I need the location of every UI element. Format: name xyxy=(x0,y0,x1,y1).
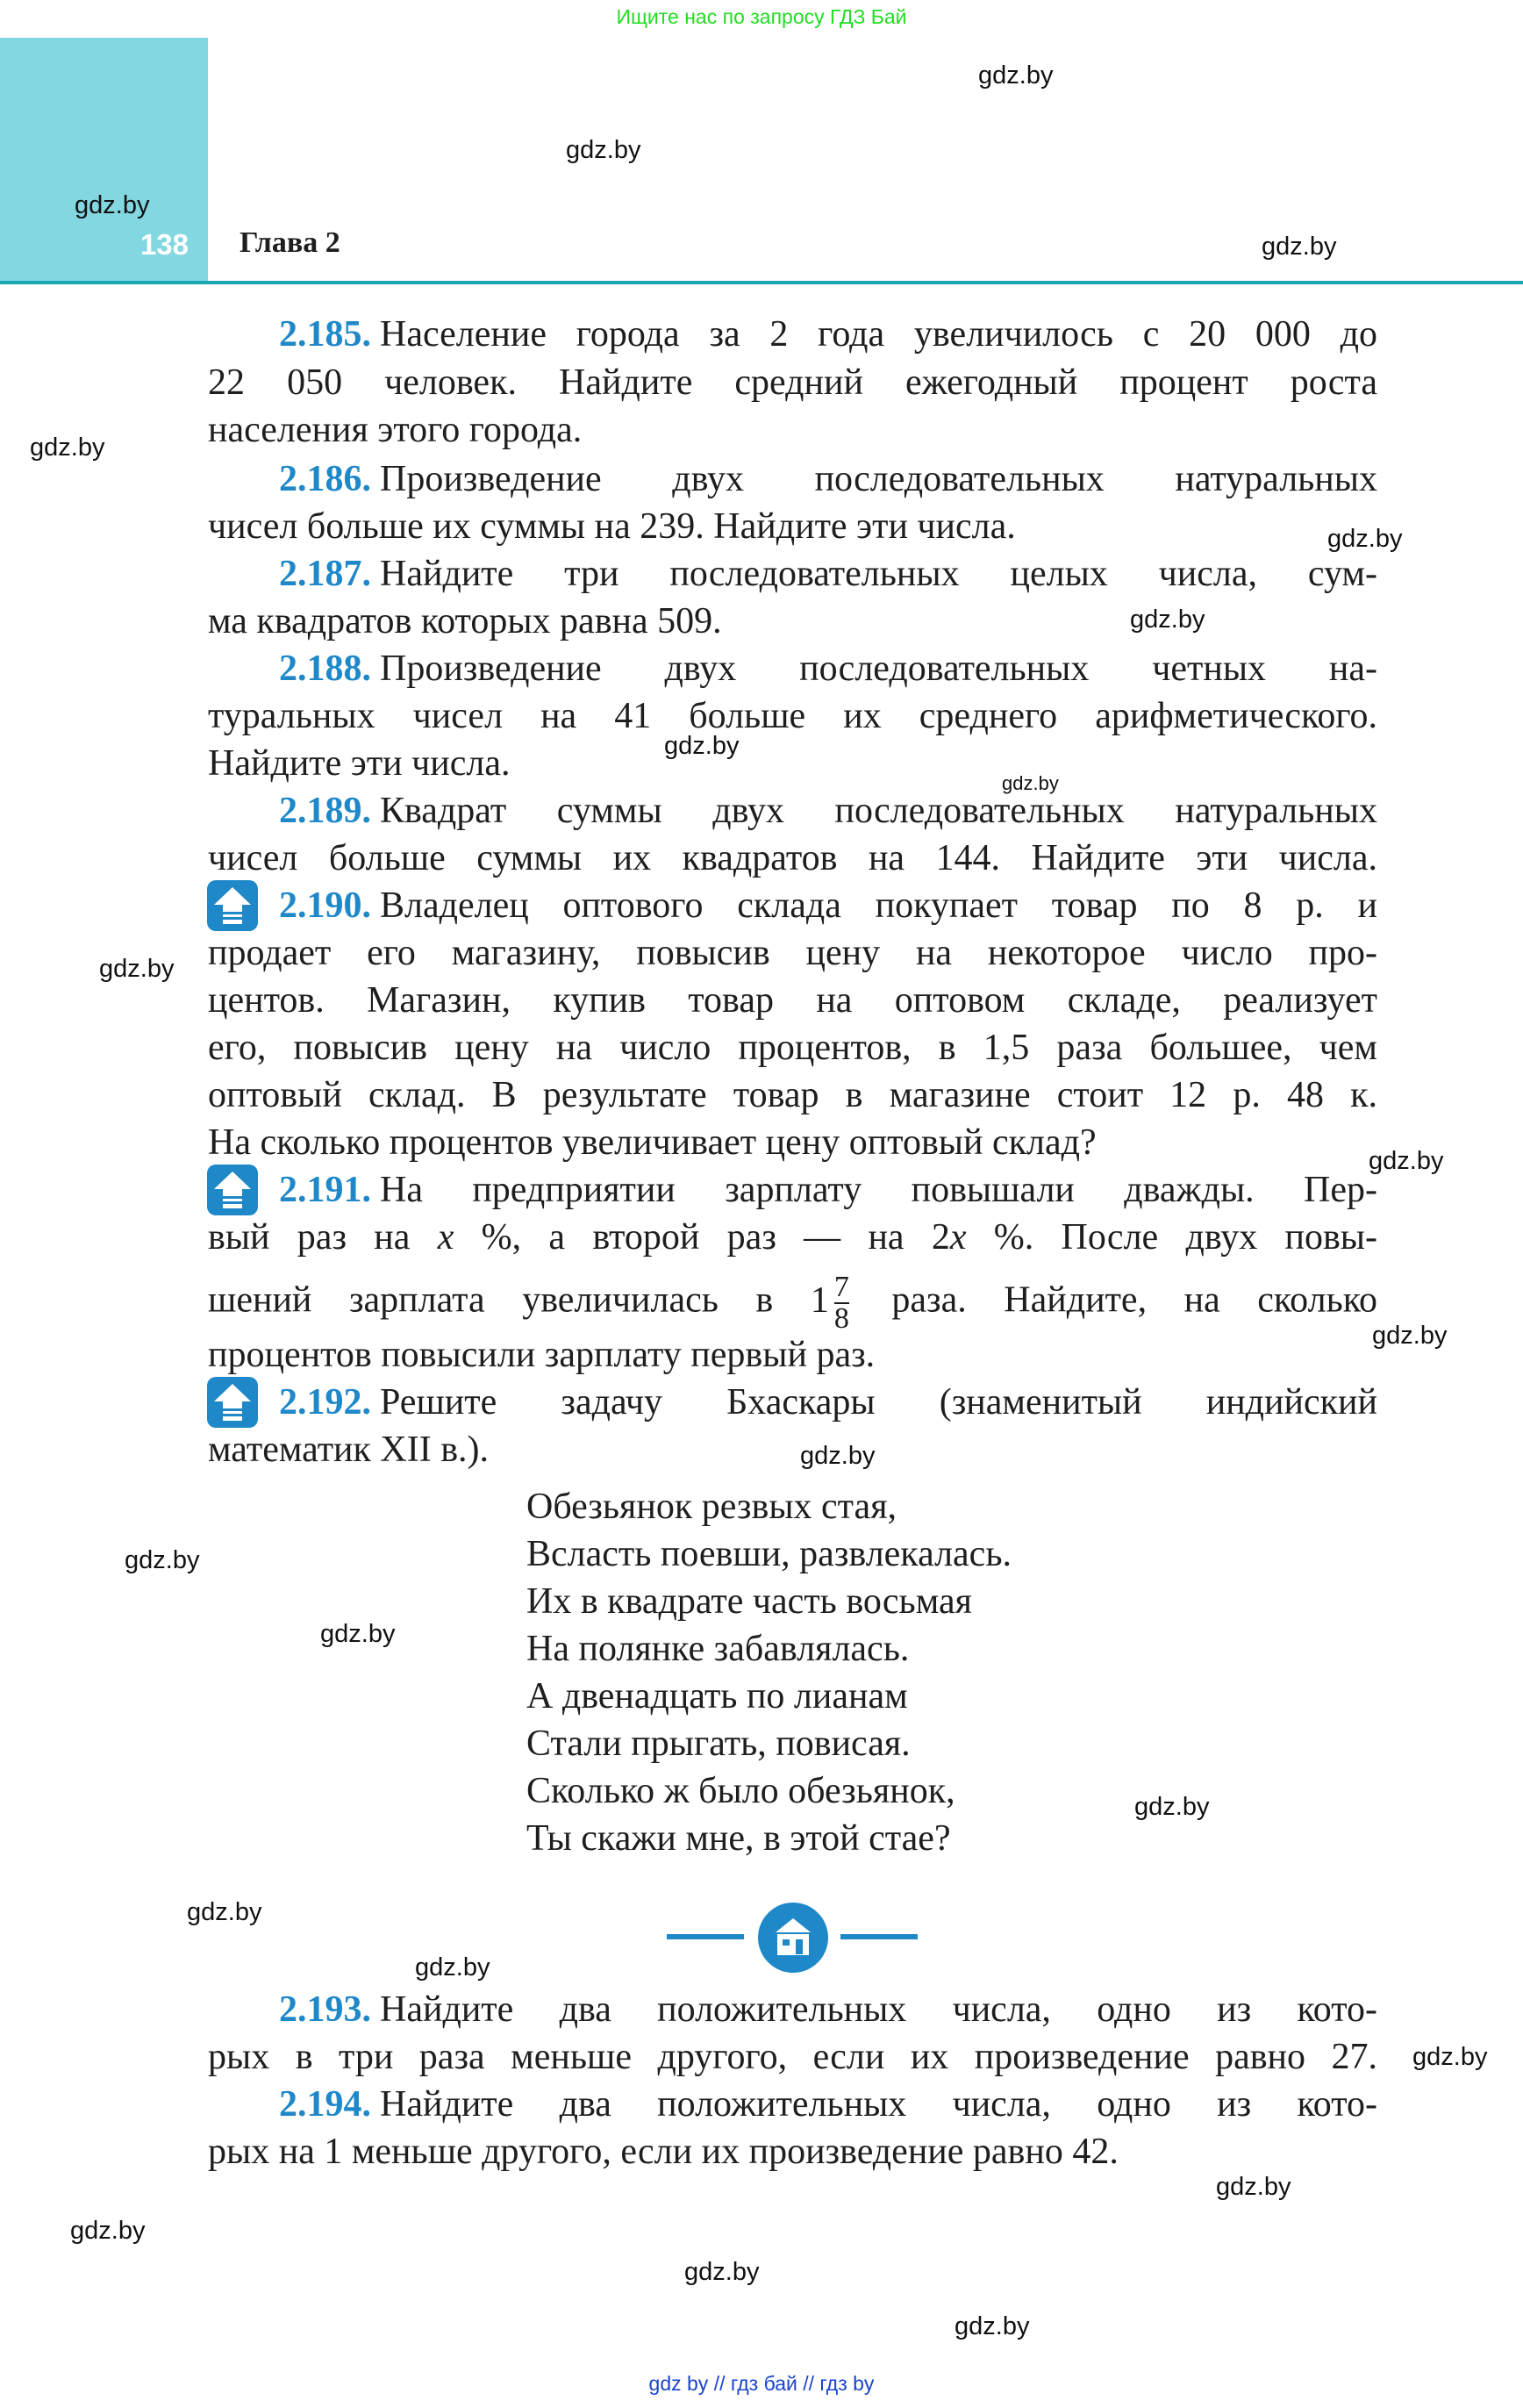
watermark: gdz.by xyxy=(1216,2173,1291,2201)
divider-line-right xyxy=(840,1934,918,1939)
exercise-number: 2.190. xyxy=(279,885,371,926)
watermark: gdz.by xyxy=(70,2217,146,2245)
advanced-level-arrow-icon xyxy=(207,880,258,931)
exercise-number: 2.189. xyxy=(279,791,371,831)
exercise-number: 2.191. xyxy=(279,1170,371,1210)
watermark: gdz.by xyxy=(1002,772,1059,794)
poem-line: Ты скажи мне, в этой стае? xyxy=(526,1818,951,1859)
exercise-text: продает его магазину, повысив цену на некоторое число про- xyxy=(208,933,1377,973)
poem-line: Их в квадрате часть восьмая xyxy=(526,1581,972,1622)
watermark: gdz.by xyxy=(1327,525,1403,553)
exercise-text: Население города за 2 года увеличилось с 20 000 до xyxy=(380,314,1377,355)
exercise-text: %. После двух повы- xyxy=(993,1217,1378,1258)
exercise-number: 2.186. xyxy=(279,459,371,499)
exercise-text: его, повысив цену на число процентов, в 1,5 раза большее, чем xyxy=(208,1028,1377,1068)
exercise-text: чисел больше их суммы на 239. Найдите эти числа. xyxy=(208,506,1016,547)
exercise-text: Найдите два положительных числа, одно из кото- xyxy=(380,2084,1377,2125)
home-icon xyxy=(758,1903,828,1973)
watermark: gdz.by xyxy=(1130,606,1205,634)
whole-part: 1 xyxy=(810,1279,829,1321)
watermark: gdz.by xyxy=(1372,1322,1448,1350)
advanced-level-arrow-icon xyxy=(207,1377,258,1428)
exercise-text: Найдите два положительных числа, одно из кото- xyxy=(380,1989,1377,2030)
exercise-text: На сколько процентов увеличивает цену оптовый склад? xyxy=(208,1122,1097,1163)
watermark: gdz.by xyxy=(125,1546,200,1574)
exercise-text: Произведение двух последовательных натуральных xyxy=(380,459,1377,499)
exercise-text: Произведение двух последовательных четных на- xyxy=(380,649,1377,689)
advanced-level-arrow-icon xyxy=(207,1165,258,1215)
watermark: gdz.by xyxy=(684,2258,760,2286)
watermark: gdz.by xyxy=(320,1620,396,1648)
exercise-number: 2.187. xyxy=(279,554,371,594)
watermark: gdz.by xyxy=(955,2312,1030,2340)
poem-line: На полянке забавлялась. xyxy=(526,1629,910,1669)
exercise-text: вый раз на xyxy=(208,1217,411,1258)
chapter-title: Глава 2 xyxy=(240,226,340,259)
watermark: gdz.by xyxy=(1134,1793,1210,1821)
poem-line: Стали прыгать, повисая. xyxy=(526,1724,911,1764)
exercise-text: раза. Найдите, на сколько xyxy=(891,1279,1378,1321)
mixed-number xyxy=(810,1271,854,1335)
exercise-number: 2.193. xyxy=(279,1989,371,2030)
watermark: gdz.by xyxy=(1262,233,1337,261)
exercise-text: Найдите эти числа. xyxy=(208,743,511,784)
exercise-text: математик XII в.). xyxy=(208,1430,490,1470)
watermark: gdz.by xyxy=(75,191,150,219)
fraction xyxy=(834,1272,849,1334)
exercise-text: На предприятии зарплату повышали дважды. Пер- xyxy=(380,1170,1377,1210)
poem-line: Сколько ж было обезьянок, xyxy=(526,1771,955,1811)
exercise-number: 2.192. xyxy=(279,1382,371,1423)
watermark: gdz.by xyxy=(30,434,105,462)
exercise-text: Квадрат суммы двух последовательных натуральных xyxy=(380,791,1377,831)
denominator: 8 xyxy=(833,1302,849,1335)
exercise-text: 22 050 человек. Найдите средний ежегодный процент роста xyxy=(208,362,1377,403)
top-banner: Ищите нас по запросу ГДЗ Бай xyxy=(616,5,907,28)
exercise-text: рых в три раза меньше другого, если их произведение равно 27. xyxy=(208,2037,1377,2077)
exercise-text: центов. Магазин, купив товар на оптовом складе, реализует xyxy=(208,980,1377,1021)
watermark: gdz.by xyxy=(1369,1147,1444,1175)
watermark: gdz.by xyxy=(415,1953,490,1982)
exercise-text: Найдите три последовательных целых числа, сум- xyxy=(380,554,1377,594)
poem-line: А двенадцать по лианам xyxy=(526,1676,908,1716)
header-rule xyxy=(0,281,1523,284)
exercise-text: населения этого города. xyxy=(208,410,583,450)
exercise-text: ма квадратов которых равна 509. xyxy=(208,601,722,641)
exercise-text: %, а второй раз — на 2 xyxy=(481,1217,950,1258)
watermark: gdz.by xyxy=(187,1898,262,1926)
exercise-text: оптовый склад. В результате товар в магазине стоит 12 р. 48 к. xyxy=(208,1075,1377,1115)
numerator: 7 xyxy=(833,1271,849,1303)
watermark: gdz.by xyxy=(99,955,175,983)
exercise-text: Решите задачу Бхаскары (знаменитый индийский xyxy=(380,1382,1377,1423)
divider-line-left xyxy=(667,1934,744,1939)
watermark: gdz.by xyxy=(978,61,1054,90)
page-number: 138 xyxy=(139,228,189,261)
watermark: gdz.by xyxy=(800,1442,876,1470)
variable-x: x xyxy=(437,1217,454,1258)
exercise-text: процентов повысили зарплату первый раз. xyxy=(208,1335,876,1375)
poem-line: Обезьянок резвых стая, xyxy=(526,1487,897,1527)
exercise-text: туральных чисел на 41 больше их среднего арифметического. xyxy=(208,696,1377,736)
poem-line: Всласть поевши, развлекалась. xyxy=(526,1534,1012,1574)
exercise-number: 2.188. xyxy=(279,649,371,689)
exercise-text: Владелец оптового склада покупает товар по 8 р. и xyxy=(380,885,1377,926)
variable-x: x xyxy=(949,1217,967,1258)
watermark: gdz.by xyxy=(664,732,740,760)
exercise-number: 2.194. xyxy=(279,2084,371,2125)
exercise-text: рых на 1 меньше другого, если их произведение равно 42. xyxy=(208,2132,1119,2172)
watermark: gdz.by xyxy=(566,136,641,164)
watermark: gdz.by xyxy=(1412,2043,1488,2071)
exercise-text: шений зарплата увеличилась в xyxy=(208,1279,774,1321)
exercise-number: 2.185. xyxy=(279,314,371,355)
footer-links: gdz by // гдз бай // гдз by xyxy=(648,2372,875,2395)
exercise-text: чисел больше суммы их квадратов на 144. Найдите эти числа. xyxy=(208,838,1377,878)
